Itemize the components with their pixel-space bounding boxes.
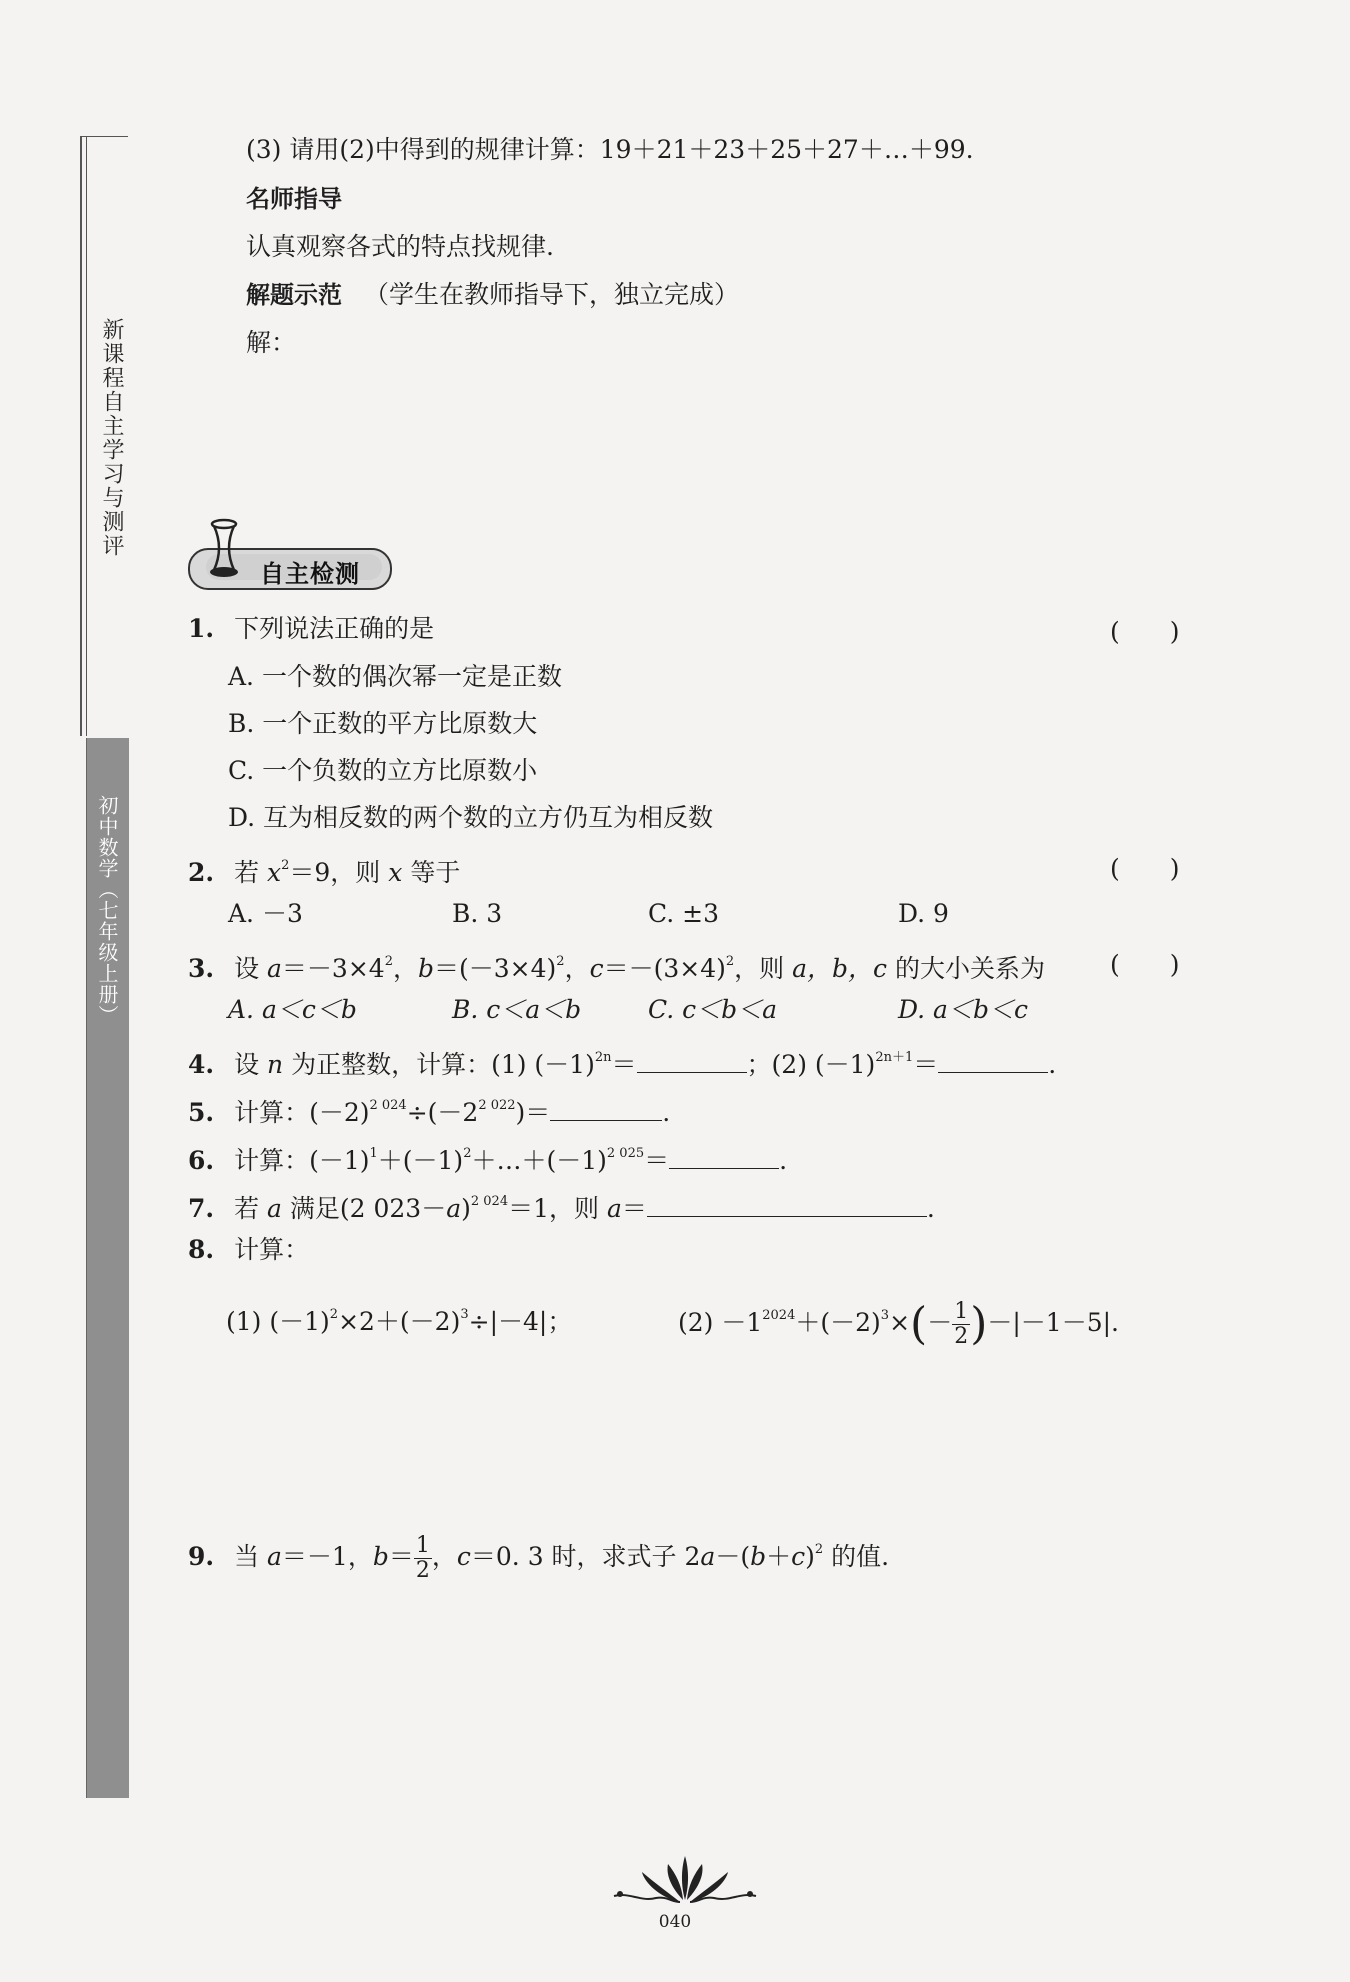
q9-t9: 的值. <box>823 1542 890 1571</box>
q6-stem <box>188 1137 787 1178</box>
guide-heading: 名师指导 <box>246 185 342 213</box>
q3-t2: ＝－3×4 <box>281 954 385 983</box>
q9-t1: 当 <box>234 1542 268 1571</box>
q7-t4: ＝1，则 <box>508 1194 607 1223</box>
q6-t2: ＋(－1) <box>377 1146 464 1175</box>
q9-t4: ， <box>431 1542 457 1571</box>
q6-number: 6. <box>188 1146 215 1175</box>
q9-exp1: 2 <box>814 1542 824 1557</box>
hourglass-icon <box>204 518 244 582</box>
q4-var-n: n <box>267 1050 284 1079</box>
q6-blank[interactable] <box>669 1142 779 1169</box>
q4-t5: ＝ <box>913 1050 939 1079</box>
q5-exp1: 2 024 <box>369 1098 407 1113</box>
q5-t4: . <box>662 1098 671 1127</box>
q1-option-c: C. 一个负数的立方比原数小 <box>228 756 538 785</box>
q4-stem <box>188 1041 1056 1082</box>
q3-var-a: a <box>267 954 282 983</box>
q8-p1-exp1: 2 <box>329 1307 339 1322</box>
q4-number: 4. <box>188 1050 215 1079</box>
q3-exp3: 2 <box>725 954 735 969</box>
q7-var-a3: a <box>606 1194 622 1223</box>
q8-p2-exp2: 3 <box>880 1308 890 1323</box>
q7-number: 7. <box>188 1194 215 1223</box>
q6-exp3: 2 025 <box>606 1146 645 1161</box>
q9-t3: ＝ <box>388 1542 414 1571</box>
q1-answer-paren: ( ) <box>1110 617 1180 646</box>
q8-number: 8. <box>188 1235 215 1264</box>
q5-exp2: 2 022 <box>478 1098 516 1113</box>
q1-option-b: B. 一个正数的平方比原数大 <box>228 709 538 738</box>
q9-frac-num: 1 <box>415 1533 430 1558</box>
q1-stem <box>188 612 434 646</box>
guide-text: 认真观察各式的特点找规律. <box>246 232 554 261</box>
q3-t7: ，则 <box>734 954 793 983</box>
q3-t4: ＝(－3×4) <box>434 954 557 983</box>
q4-exp1: 2n <box>594 1050 612 1065</box>
q9-var-a: a <box>267 1542 282 1571</box>
q2-stem <box>188 849 460 890</box>
q9-var-b2: b <box>750 1542 767 1571</box>
q3-number: 3. <box>188 954 215 983</box>
q6-exp1: 1 <box>369 1146 378 1161</box>
q2-option-c: C. ±3 <box>648 899 719 928</box>
q9-frac-den: 2 <box>415 1558 430 1583</box>
sidebar-rule-inner <box>86 136 87 736</box>
q5-stem <box>188 1089 670 1130</box>
q4-t4: ；(2) (－1) <box>746 1050 876 1079</box>
q8-p2-fraction <box>952 1300 970 1349</box>
q8-p2-frac-num: 1 <box>954 1299 969 1324</box>
q9-var-c2: c <box>791 1542 806 1571</box>
q9-var-a2: a <box>700 1542 716 1571</box>
q1-option-a: A. 一个数的偶次幂一定是正数 <box>228 662 562 691</box>
q6-t5: . <box>779 1146 788 1175</box>
q8-p2-t4: －|－1－5|. <box>987 1308 1119 1337</box>
q2-exp: 2 <box>281 858 290 873</box>
sidebar-book-title: 初中数学（七年级上册） <box>95 795 119 1026</box>
q4-t1: 设 <box>234 1050 268 1079</box>
q7-exp1: 2 024 <box>470 1194 509 1209</box>
q3-option-b: B. c＜a＜b <box>452 995 582 1024</box>
q8-p1-t2: ×2＋(－2) <box>338 1307 461 1336</box>
q7-var-a: a <box>267 1194 282 1223</box>
q3-vars: a，b，c <box>792 954 888 983</box>
q3-t3: ， <box>392 954 418 983</box>
q3-t6: ＝－(3×4) <box>603 954 726 983</box>
sidebar-rule-top <box>80 136 128 137</box>
q8-p2-t3: × <box>889 1308 911 1337</box>
q6-t3: ＋…＋(－1) <box>471 1146 607 1175</box>
q5-blank[interactable] <box>550 1094 662 1121</box>
q3-answer-paren: ( ) <box>1110 950 1180 979</box>
q4-exp2: 2n＋1 <box>875 1050 914 1065</box>
q2-text-mid: ＝9，则 <box>289 858 389 887</box>
q8-part2 <box>678 1286 1119 1353</box>
q3-option-c: C. c＜b＜a <box>648 995 778 1024</box>
q7-stem <box>188 1185 935 1226</box>
q8-p1-t1: (1) (－1) <box>226 1307 330 1336</box>
demo-line <box>246 278 739 312</box>
q2-option-b: B. 3 <box>452 899 503 928</box>
q8-p2-exp1: 2024 <box>762 1308 796 1323</box>
q7-blank[interactable] <box>647 1190 927 1217</box>
part3-question: (3) 请用(2)中得到的规律计算：19＋21＋23＋25＋27＋…＋99. <box>246 135 974 164</box>
q8-stem <box>188 1233 309 1267</box>
q6-exp2: 2 <box>463 1146 472 1161</box>
q8-p2-lparen: ( <box>910 1298 928 1350</box>
q2-text-pre: 若 <box>234 858 268 887</box>
q2-var-x: x <box>267 858 282 887</box>
q3-t1: 设 <box>234 954 268 983</box>
q1-number: 1. <box>188 614 215 643</box>
q6-t1: 计算：(－1) <box>234 1146 370 1175</box>
q4-blank-2[interactable] <box>938 1046 1048 1073</box>
q3-t5: ， <box>564 954 590 983</box>
q5-number: 5. <box>188 1098 215 1127</box>
q8-p2-t1: (2) －1 <box>678 1308 763 1337</box>
q9-stem <box>188 1520 889 1587</box>
sidebar-series-title: 新课程自主学习与测评 <box>99 318 124 558</box>
q8-p2-rparen: ) <box>970 1298 988 1350</box>
floral-ornament-icon <box>610 1852 760 1908</box>
q3-var-b: b <box>417 954 434 983</box>
q6-t4: ＝ <box>644 1146 670 1175</box>
q9-var-b: b <box>372 1542 389 1571</box>
q7-var-a2: a <box>446 1194 462 1223</box>
q8-part1 <box>226 1298 572 1339</box>
q7-t5: ＝ <box>621 1194 647 1223</box>
section-title: 自主检测 <box>260 560 360 588</box>
q9-t8: ) <box>805 1542 815 1571</box>
q3-option-d: D. a＜b＜c <box>898 995 1028 1024</box>
page-number: 040 <box>658 1912 692 1932</box>
q7-t1: 若 <box>234 1194 268 1223</box>
solve-label: 解： <box>246 328 297 357</box>
q8-p2-neg: － <box>927 1308 953 1337</box>
demo-note: （学生在教师指导下，独立完成） <box>363 280 739 309</box>
q3-var-c: c <box>589 954 604 983</box>
q9-t7: ＋ <box>766 1542 792 1571</box>
q8-p2-frac-den: 2 <box>954 1324 969 1349</box>
q8-p2-t2: ＋(－2) <box>795 1308 881 1337</box>
q1-option-d: D. 互为相反数的两个数的立方仍互为相反数 <box>228 803 714 832</box>
q2-text-post: 等于 <box>402 858 461 887</box>
q9-t6: －( <box>715 1542 751 1571</box>
demo-heading: 解题示范 <box>246 281 342 309</box>
q3-exp1: 2 <box>384 954 393 969</box>
q1-text: 下列说法正确的是 <box>234 614 435 643</box>
q4-t2: 为正整数，计算：(1) (－1) <box>283 1050 595 1079</box>
q4-blank-1[interactable] <box>637 1046 747 1073</box>
q7-t6: . <box>926 1194 935 1223</box>
q5-t2: ÷(－2 <box>406 1098 479 1127</box>
q9-fraction <box>414 1534 432 1583</box>
sidebar-rule-outer <box>80 136 82 736</box>
q7-t2: 满足(2 023－ <box>281 1194 447 1223</box>
q5-t1: 计算：(－2) <box>234 1098 370 1127</box>
q8-text: 计算： <box>234 1235 310 1264</box>
q4-t3: ＝ <box>611 1050 637 1079</box>
q9-number: 9. <box>188 1542 215 1571</box>
q9-t5: ＝0. 3 时，求式子 2 <box>470 1542 701 1571</box>
q4-t6: . <box>1048 1050 1057 1079</box>
q8-p1-exp2: 3 <box>460 1307 469 1322</box>
q9-t2: ＝－1， <box>281 1542 373 1571</box>
q3-stem <box>188 945 1045 986</box>
q2-option-a: A. －3 <box>228 899 303 928</box>
q3-exp2: 2 <box>556 954 565 969</box>
q2-number: 2. <box>188 858 215 887</box>
q2-answer-paren: ( ) <box>1110 854 1180 883</box>
q3-option-a: A. a＜c＜b <box>228 995 357 1024</box>
q7-t3: ) <box>461 1194 471 1223</box>
q2-var-x2: x <box>388 858 403 887</box>
q2-option-d: D. 9 <box>898 899 949 928</box>
q9-var-c: c <box>456 1542 471 1571</box>
q3-t8: 的大小关系为 <box>887 954 1045 983</box>
q5-t3: )＝ <box>515 1098 551 1127</box>
q8-p1-t3: ÷|－4|； <box>468 1307 573 1336</box>
